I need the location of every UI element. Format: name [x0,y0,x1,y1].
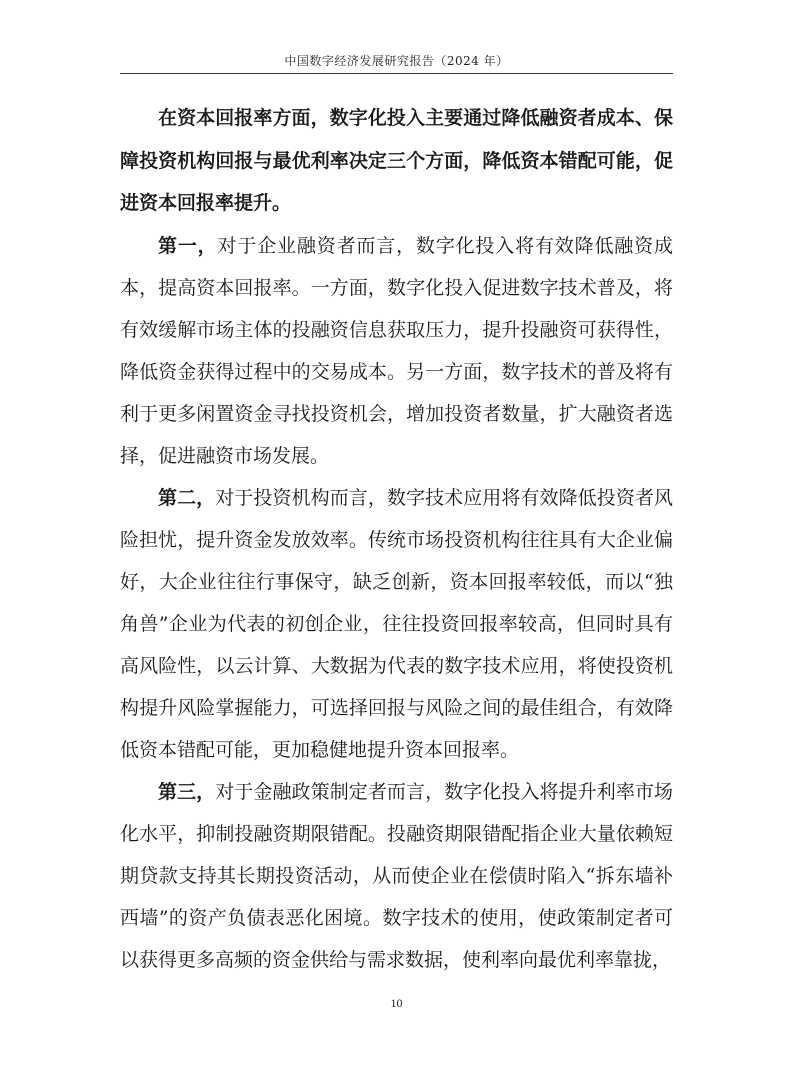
paragraph-lead: 第二， [158,486,216,509]
paragraph-lead: 第一， [158,234,218,257]
paragraph-intro [120,97,673,225]
paragraph-text: 对于企业融资者而言，数字化投入将有效降低融资成本，提高资本回报率。一方面，数字化投入促进数字技术普及，将有效缓解市场主体的投融资信息获取压力，提升投融资可获得性，降低资金获得过程中的交易成本。另一方面，数字技术的普及将有利于更多闲置资金寻找投资机会，增加投资者数量，扩大融资者选择，促进融资市场发展。 [120,234,673,467]
paragraph-first [120,225,673,477]
paragraph-text: 对于投资机构而言，数字技术应用将有效降低投资者风险担忧，提升资金发放效率。传统市场投资机构往往具有大企业偏好，大企业往往行事保守，缺乏创新，资本回报率较低，而以“独角兽”企业为代表的初创企业，往往投资回报率较高，但同时具有高风险性，以云计算、大数据为代表的数字技术应用，将使投资机构提升风险掌握能力，可选择回报与风险之间的最佳组合，有效降低资本错配可能，更加稳健地提升资本回报率。 [120,486,673,761]
paragraph-lead: 第三， [158,780,216,803]
paragraph-second [120,477,673,771]
page-number: 10 [390,996,403,1010]
document-body [120,97,673,981]
paragraph-third [120,771,673,981]
paragraph-text: 在资本回报率方面，数字化投入主要通过降低融资者成本、保障投资机构回报与最优利率决定三个方面，降低资本错配可能，促进资本回报率提升。 [120,107,673,214]
paragraph-text: 对于金融政策制定者而言，数字化投入将提升利率市场化水平，抑制投融资期限错配。投融资期限错配指企业大量依赖短期贷款支持其长期投资活动，从而使企业在偿债时陷入“拆东墙补西墙”的资产负债表恶化困境。数字技术的使用，使政策制定者可以获得更多高频的资金供给与需求数据，使利率向最优利率靠拢， [120,780,673,971]
header-divider [120,73,673,74]
running-header: 中国数字经济发展研究报告（2024 年） [284,54,509,68]
